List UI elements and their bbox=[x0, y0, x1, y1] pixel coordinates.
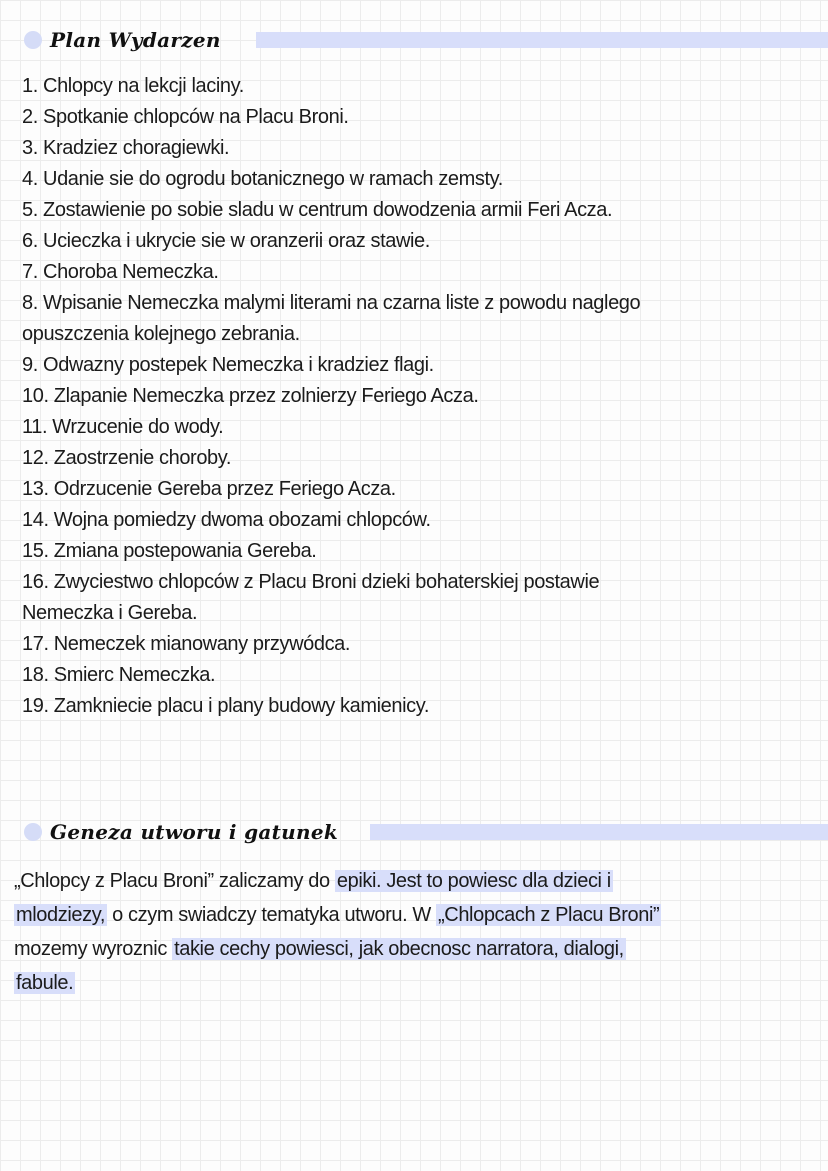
highlighted-text: takie cechy powiesci, jak obecnosc narratora, dialogi, bbox=[174, 938, 624, 960]
list-item-line: 1. Chlopcy na lekcji laciny. bbox=[22, 75, 244, 97]
list-item-line: 15. Zmiana postepowania Gereba. bbox=[22, 540, 317, 562]
list-item bbox=[22, 567, 818, 629]
list-item bbox=[22, 536, 818, 567]
list-item-line: 14. Wojna pomiedzy dwoma obozami chlopców. bbox=[22, 509, 431, 531]
list-item bbox=[22, 474, 818, 505]
list-item-line: 18. Smierc Nemeczka. bbox=[22, 664, 216, 686]
list-item-line: 13. Odrzucenie Gereba przez Feriego Acza. bbox=[22, 478, 396, 500]
list-item bbox=[22, 381, 818, 412]
list-item-line: 12. Zaostrzenie choroby. bbox=[22, 447, 232, 469]
genre-paragraph bbox=[14, 864, 824, 1000]
list-item bbox=[22, 412, 818, 443]
genre-header-highlight-bar bbox=[370, 824, 828, 840]
list-item bbox=[22, 102, 818, 133]
paragraph-line bbox=[14, 864, 824, 898]
list-item-line: 7. Choroba Nemeczka. bbox=[22, 261, 219, 283]
list-item-line: 10. Zlapanie Nemeczka przez zolnierzy Feriego Acza. bbox=[22, 385, 479, 407]
list-item-line: 16. Zwyciestwo chlopców z Placu Broni dzieki bohaterskiej postawie bbox=[22, 571, 600, 593]
list-item bbox=[22, 629, 818, 660]
bullet-dot-icon bbox=[24, 31, 42, 49]
paragraph-text: „Chlopcy z Placu Broni” zaliczamy do bbox=[14, 870, 335, 892]
highlighted-text: epiki. Jest to powiesc dla dzieci i bbox=[336, 870, 611, 892]
highlighted-text: fabule. bbox=[16, 972, 74, 994]
genre-section-header bbox=[24, 816, 338, 848]
plan-section-title: Plan Wydarzen bbox=[50, 28, 221, 52]
list-item-line: 9. Odwazny postepek Nemeczka i kradziez flagi. bbox=[22, 354, 434, 376]
genre-section-title: Geneza utworu i gatunek bbox=[50, 820, 339, 844]
list-item-line: 19. Zamkniecie placu i plany budowy kamienicy. bbox=[22, 695, 429, 717]
paragraph-text: o czym swiadczy tematyka utworu. W bbox=[107, 904, 437, 926]
list-item bbox=[22, 350, 818, 381]
list-item-line: 8. Wpisanie Nemeczka malymi literami na czarna liste z powodu naglego bbox=[22, 292, 641, 314]
highlighted-text: „Chlopcach z Placu Broni” bbox=[438, 904, 660, 926]
list-item-line: opuszczenia kolejnego zebrania. bbox=[22, 323, 300, 345]
highlighted-text: mlodziezy, bbox=[16, 904, 105, 926]
paragraph-line bbox=[14, 898, 824, 932]
paragraph-line bbox=[14, 966, 824, 1000]
list-item bbox=[22, 164, 818, 195]
list-item bbox=[22, 195, 818, 226]
list-item-line: 3. Kradziez choragiewki. bbox=[22, 137, 230, 159]
bullet-dot-icon bbox=[24, 823, 42, 841]
list-item-line: 17. Nemeczek mianowany przywódca. bbox=[22, 633, 351, 655]
plan-header-highlight-bar bbox=[256, 32, 828, 48]
list-item-line: 5. Zostawienie po sobie sladu w centrum dowodzenia armii Feri Acza. bbox=[22, 199, 613, 221]
list-item-line: Nemeczka i Gereba. bbox=[22, 602, 198, 624]
list-item bbox=[22, 257, 818, 288]
list-item-line: 4. Udanie sie do ogrodu botanicznego w ramach zemsty. bbox=[22, 168, 503, 190]
list-item-line: 11. Wrzucenie do wody. bbox=[22, 416, 224, 438]
list-item bbox=[22, 505, 818, 536]
list-item bbox=[22, 71, 818, 102]
list-item-line: 6. Ucieczka i ukrycie sie w oranzerii oraz stawie. bbox=[22, 230, 430, 252]
list-item bbox=[22, 660, 818, 691]
event-list bbox=[22, 71, 818, 722]
list-item bbox=[22, 443, 818, 474]
list-item bbox=[22, 691, 818, 722]
list-item bbox=[22, 226, 818, 257]
list-item bbox=[22, 288, 818, 350]
paragraph-line bbox=[14, 932, 824, 966]
paragraph-text: mozemy wyroznic bbox=[14, 938, 173, 960]
plan-section-header bbox=[24, 24, 221, 56]
list-item bbox=[22, 133, 818, 164]
list-item-line: 2. Spotkanie chlopców na Placu Broni. bbox=[22, 106, 349, 128]
